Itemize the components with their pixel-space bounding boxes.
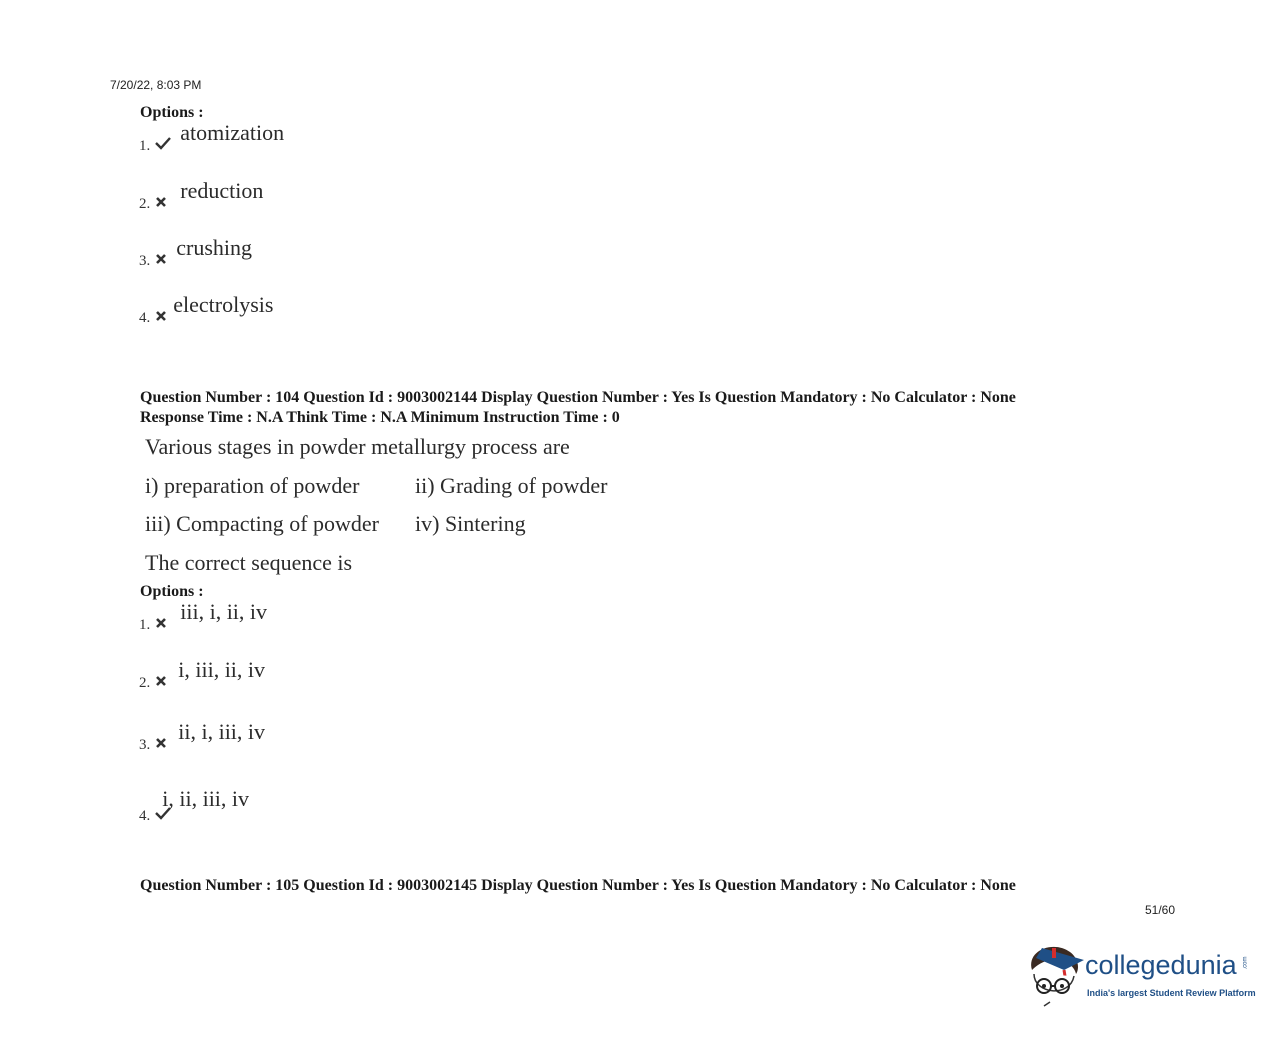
question-timing: Response Time : N.A Think Time : N.A Minimum Instruction Time : 0 bbox=[140, 409, 620, 426]
option-number: 3. bbox=[139, 253, 151, 269]
wrong-cross-icon bbox=[154, 674, 168, 692]
option-item bbox=[139, 657, 266, 693]
option-text: ii, i, iii, iv bbox=[178, 719, 266, 744]
option-number: 4. bbox=[139, 310, 151, 326]
option-text: atomization bbox=[180, 120, 285, 145]
option-number: 2. bbox=[139, 196, 151, 212]
option-item bbox=[139, 599, 268, 635]
wrong-cross-icon bbox=[154, 309, 168, 327]
stage-item: iii) Compacting of powder bbox=[145, 511, 380, 536]
option-number: 4. bbox=[139, 808, 151, 824]
option-text: iii, i, ii, iv bbox=[180, 599, 268, 624]
option-text: electrolysis bbox=[173, 292, 274, 317]
page-number: 51/60 bbox=[1145, 903, 1176, 917]
logo-domain: .com bbox=[1242, 956, 1249, 970]
print-timestamp: 7/20/22, 8:03 PM bbox=[110, 78, 202, 92]
option-number: 1. bbox=[139, 138, 151, 154]
option-text: i, ii, iii, iv bbox=[162, 786, 250, 811]
option-item bbox=[139, 719, 266, 755]
question-stem: Various stages in powder metallurgy process are bbox=[145, 434, 570, 459]
option-item bbox=[139, 178, 264, 214]
correct-check-icon bbox=[154, 136, 172, 155]
option-text: reduction bbox=[180, 178, 264, 203]
wrong-cross-icon bbox=[154, 195, 168, 213]
question-prompt: The correct sequence is bbox=[145, 550, 353, 575]
mascot-icon bbox=[1024, 940, 1086, 1008]
wrong-cross-icon bbox=[154, 736, 168, 754]
stage-item: iv) Sintering bbox=[415, 511, 526, 536]
logo-wordmark: collegedunia bbox=[1085, 950, 1237, 980]
option-text: crushing bbox=[176, 235, 253, 260]
options-label: Options : bbox=[140, 583, 204, 600]
option-number: 2. bbox=[139, 675, 151, 691]
wrong-cross-icon bbox=[154, 252, 168, 270]
stage-item: ii) Grading of powder bbox=[415, 473, 608, 498]
collegedunia-logo bbox=[1024, 940, 1254, 1010]
option-text: i, iii, ii, iv bbox=[178, 657, 266, 682]
stage-item: i) preparation of powder bbox=[145, 473, 360, 498]
option-item bbox=[139, 235, 253, 271]
question-meta: Question Number : 105 Question Id : 9003002145 Display Question Number : Yes Is Question Mandatory : No Calculator : None bbox=[140, 877, 1016, 894]
option-item bbox=[139, 292, 274, 328]
option-item bbox=[139, 120, 285, 156]
option-number: 3. bbox=[139, 737, 151, 753]
question-meta: Question Number : 104 Question Id : 9003002144 Display Question Number : Yes Is Question Mandatory : No Calculator : None bbox=[140, 389, 1016, 406]
logo-tagline: India's largest Student Review Platform bbox=[1087, 988, 1256, 998]
wrong-cross-icon bbox=[154, 616, 168, 634]
options-label: Options : bbox=[140, 104, 204, 121]
option-item bbox=[139, 786, 263, 824]
option-number: 1. bbox=[139, 617, 151, 633]
